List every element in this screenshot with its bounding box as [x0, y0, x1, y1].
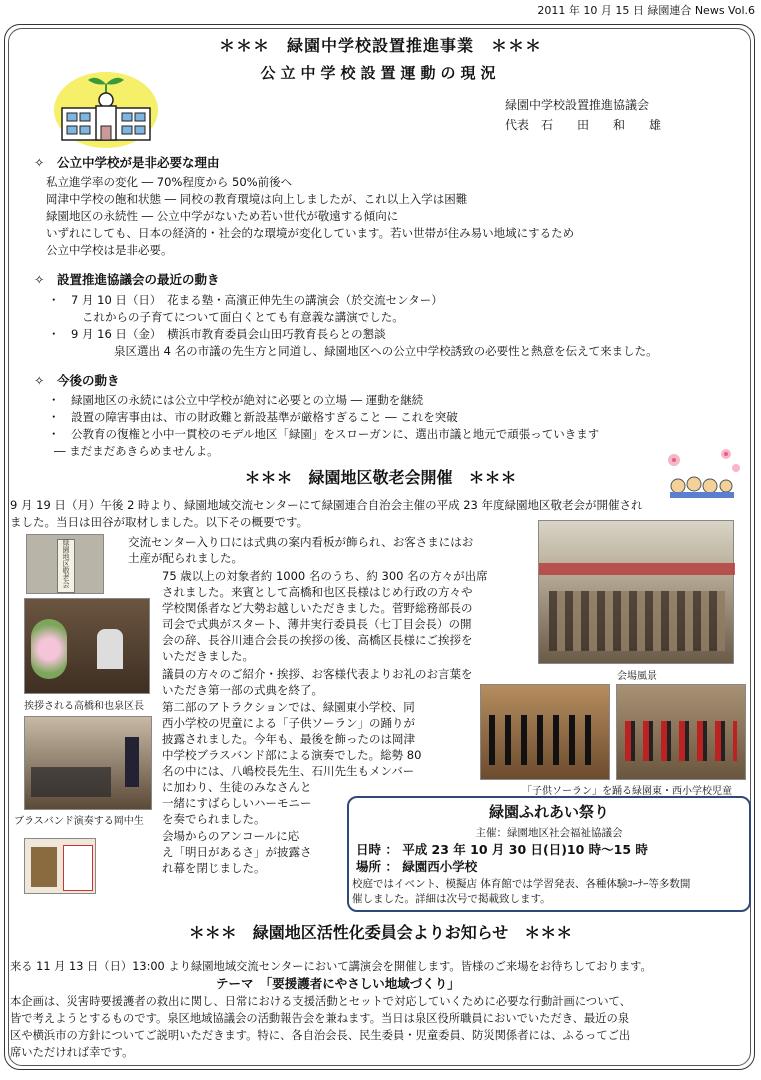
festival-title: 緑園ふれあい祭り — [488, 803, 609, 821]
sign-text: 園 — [62, 546, 70, 554]
diamond-star-icon: ✧ — [34, 373, 45, 388]
body-line: 第二部のアトラクションでは、緑園東小学校、同 — [162, 700, 415, 714]
activity-line: これからの子育てについて面白くとても有意義な講演でした。 — [82, 310, 404, 324]
sign-text: 地 — [62, 553, 70, 561]
sign-text: 緑 — [62, 539, 70, 547]
band-caption: ブラスバンド演奏する岡中生 — [14, 816, 144, 827]
issue-header: 2011 年 10 月 15 日 緑園連合 News Vol.6 — [537, 4, 755, 17]
band-photo — [24, 716, 152, 810]
representative: 代表 石 田 和 雄 — [505, 118, 662, 132]
body-line: 75 歳以上の対象者約 1000 名のうち、約 300 名の方々が出席 — [162, 569, 488, 583]
section3-body: 席いただければ幸です。 — [10, 1046, 134, 1059]
org-name: 緑園中学校設置推進協議会 — [505, 98, 650, 112]
body-line: 中学校ブラスバンド部による演奏でした。総勢 80 — [162, 748, 422, 762]
body-line: されました。来賓として高橋和也区長様はじめ行政の方々や — [162, 585, 473, 599]
body-line: 議員の方々のご紹介・挨拶、お客様代表よりお礼のお言葉を — [162, 667, 473, 681]
body-line: 学校関係者など大勢お越しいただきました。菅野総務部長の — [162, 601, 473, 615]
body-line: 会場からのアンコールに応 — [162, 829, 300, 843]
body-line: 西小学校の児童による「子供ソーラン」の踊りが — [162, 716, 415, 730]
body-line: 土産が配られました。 — [128, 551, 243, 565]
body-line: いただき第一部の式典を終了。 — [162, 683, 323, 697]
reason-line: 岡津中学校の飽和状態 ― 同校の教育環境は向上しましたが、これ以上入学は困難 — [46, 192, 468, 206]
body-line: え「明日があるさ」が披露さ — [162, 845, 312, 859]
mayor-photo — [24, 598, 150, 694]
body-line: 披露されました。今年も、最後を飾ったのは岡津 — [162, 732, 415, 746]
body-line: れ幕を閉じました。 — [162, 861, 266, 875]
future-line: ― まだまだあきらめませんよ。 — [54, 444, 219, 458]
festival-desc: 催しました。詳細は次号で掲載致します。 — [352, 893, 551, 905]
activity-line: 泉区選出 4 名の市議の先生方と同道し、緑園地区への公立中学校誘致の必要性と熱意を伝えて来ました。 — [114, 344, 658, 358]
soran-caption: 「子供ソーラン」を踊る緑園東・西小学校児童 — [522, 786, 732, 797]
reason-line: 緑園地区の永続性 ― 公立中学がないため若い世代が敬遠する傾向に — [46, 209, 399, 223]
section2-intro: ました。当日は田谷が取材しました。以下その概要です。 — [10, 515, 309, 529]
activity-line: ・ 9 月 16 日（金） 横浜市教育委員会山田巧教育長らとの懇談 — [48, 327, 386, 341]
soran-photo-1 — [480, 684, 610, 780]
body-line: いただきました。 — [162, 649, 254, 663]
soran-photo-2 — [616, 684, 746, 780]
reason-line: 公立中学校は是非必要。 — [46, 243, 173, 257]
hall-caption: 会場風景 — [617, 671, 657, 682]
section1-title: ＊＊＊ 緑園中学校設置推進事業 ＊＊＊ — [218, 36, 542, 55]
future-line: ・ 緑園地区の永続には公立中学校が絶対に必要との立場 ― 運動を継続 — [48, 393, 424, 407]
sign-photo — [26, 534, 104, 594]
activities-heading: ✧ 設置推進協議会の最近の動き — [34, 272, 220, 287]
future-line: ・ 公教育の復権と小中一貫校のモデル地区「緑園」をスローガンに、選出市議と地元で頑張っていきます — [48, 427, 600, 441]
section2-intro: 9 月 19 日（月）午後 2 時より、緑園地域交流センターにて緑園連合自治会主催の平成 23 年度緑園地区敬老会が開催され — [10, 498, 643, 512]
diamond-star-icon: ✧ — [34, 155, 45, 170]
festival-date: 日時 ： 平成 23 年 10 月 30 日(日)10 時～15 時 — [356, 842, 648, 857]
festival-desc: 校庭ではイベント、模擬店 体育館では学習発表、各種体験ｺｰﾅｰ等多数開 — [352, 878, 691, 890]
activity-line: ・ 7 月 10 日（日） 花まる塾・高濱正伸先生の講演会（於交流センター） — [48, 293, 443, 307]
sign-text: 会 — [62, 581, 70, 589]
reason-line: 私立進学率の変化 ― 70%程度から 50%前後へ — [46, 175, 293, 189]
festival-place: 場所 ： 緑園西小学校 — [356, 859, 478, 874]
section1-subtitle: 公立中学校設置運動の現況 — [260, 64, 501, 82]
section3-body: 区や横浜市の方針についてご説明いただきます。特に、各自治会長、民生委員・児童委員、防災関係者には、ふるってご出 — [10, 1029, 631, 1042]
elderly-kids-illustration — [660, 446, 744, 498]
body-line: 会の辞、長谷川連合会長の挨拶の後、高橋区長様にご挨拶を — [162, 633, 473, 647]
body-line: 名の中には、八嶋校長先生、石川先生もメンバー — [162, 764, 415, 778]
body-line: 交流センター入り口には式典の案内看板が飾られ、お客さまにはお — [128, 535, 474, 549]
festival-host: 主催：緑園地区社会福祉協議会 — [475, 827, 623, 839]
section2-title: ＊＊＊ 緑園地区敬老会開催 ＊＊＊ — [244, 468, 517, 487]
section3-theme: テーマ 「要援護者にやさしい地域づくり」 — [216, 976, 460, 991]
future-heading: ✧ 今後の動き — [34, 373, 120, 388]
mayor-caption: 挨拶される高橋和也泉区長 — [24, 701, 144, 712]
body-line: を奏でられました。 — [162, 812, 266, 826]
section3-body: 本企画は、災害時要援護者の救出に関し、日常における支援活動とセットで対応していくために必要な行動計画について、 — [10, 995, 631, 1008]
sign-text: 老 — [62, 574, 70, 582]
section3-title: ＊＊＊ 緑園地区活性化委員会よりお知らせ ＊＊＊ — [188, 923, 573, 942]
section3-body: 皆で考えようとするものです。泉区地域協議会の活動報告会を兼ねます。当日は泉区役所職員においでいただき、最近の泉 — [10, 1012, 630, 1025]
body-line: に加わり、生徒のみなさんと — [162, 780, 312, 794]
body-line: 司会で式典がスタート、薄井実行委員長（七丁目会長）の開 — [162, 617, 472, 631]
body-line: 一緒にすばらしいハーモニー — [162, 796, 312, 810]
reasons-block — [34, 155, 220, 170]
diamond-star-icon: ✧ — [34, 272, 45, 287]
sign-text: 区 — [62, 560, 70, 568]
section3-notice: 来る 11 月 13 日（日）13:00 より緑園地域交流センターにおいて講演会を開催します。皆様のご来場をお待ちしております。 — [10, 960, 652, 973]
reason-line: いずれにしても、日本の経済的・社会的な環境が変化しています。若い世帯が住み易い地域にするため — [46, 226, 575, 240]
hall-photo — [538, 520, 734, 664]
reasons-heading: ✧ 公立中学校が是非必要な理由 — [34, 155, 220, 170]
future-line: ・ 設置の障害事由は、市の財政難と新設基準が厳格すぎること ― これを突破 — [48, 410, 458, 424]
sign-text: 敬 — [62, 567, 70, 575]
souvenir-photo — [24, 838, 96, 894]
